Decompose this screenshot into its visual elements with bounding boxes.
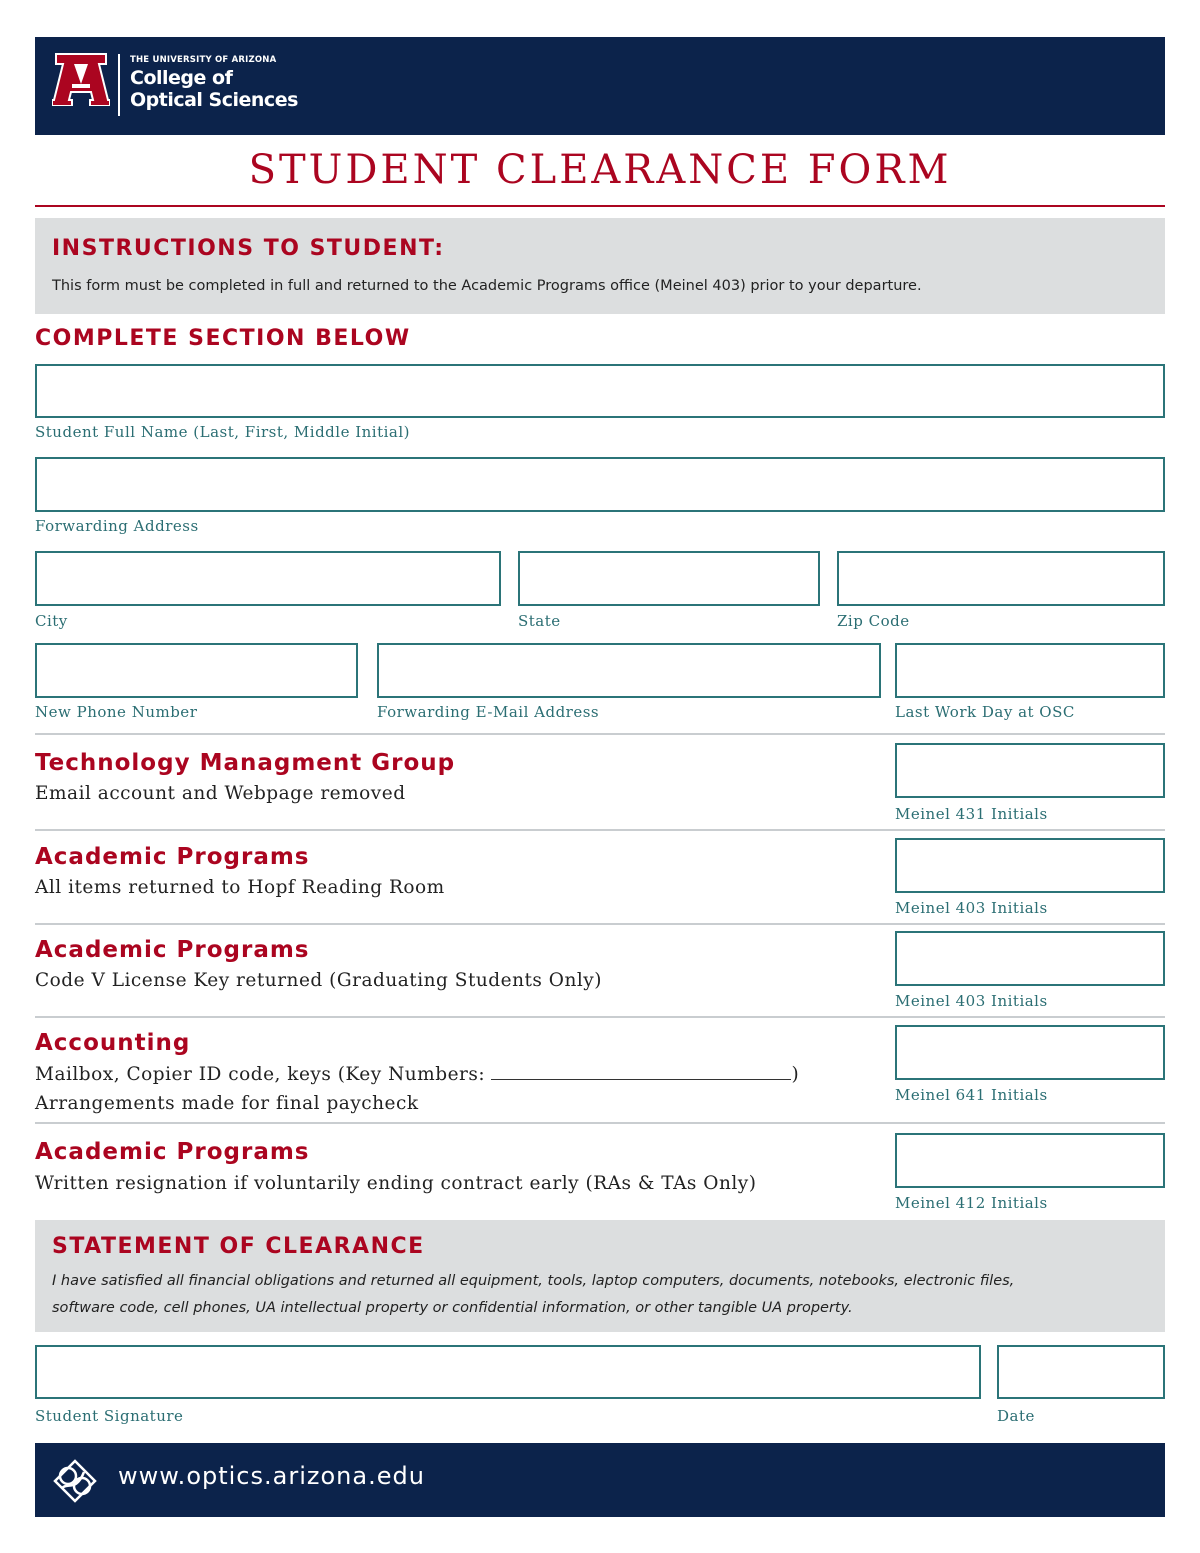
email-label: Forwarding E-Mail Address xyxy=(377,703,600,721)
group-desc-academic-2: Code V License Key returned (Graduating Students Only) xyxy=(35,970,602,991)
group-title-accounting: Accounting xyxy=(35,1030,191,1056)
group-desc-accounting xyxy=(35,1061,799,1089)
date-label: Date xyxy=(997,1407,1035,1425)
footer-url[interactable]: www.optics.arizona.edu xyxy=(118,1462,425,1490)
group-title-technology: Technology Managment Group xyxy=(35,750,456,776)
date-field[interactable] xyxy=(997,1345,1165,1399)
forwarding-address-label: Forwarding Address xyxy=(35,517,199,535)
optics-emblem-icon xyxy=(50,1458,100,1504)
last-work-day-label: Last Work Day at OSC xyxy=(895,703,1075,721)
state-field[interactable] xyxy=(518,551,820,606)
divider xyxy=(35,733,1165,735)
group-desc-academic-3: Written resignation if voluntarily ending contract early (RAs & TAs Only) xyxy=(35,1173,757,1194)
city-field[interactable] xyxy=(35,551,501,606)
divider xyxy=(35,1122,1165,1124)
initials-label-academic-3: Meinel 412 Initials xyxy=(895,1194,1048,1212)
section-heading: COMPLETE SECTION BELOW xyxy=(35,326,411,351)
initials-field-academic-2[interactable] xyxy=(895,931,1165,986)
initials-label-academic-1: Meinel 403 Initials xyxy=(895,899,1048,917)
accounting-keys-close: ) xyxy=(791,1064,800,1085)
college-name-line1: College of xyxy=(130,67,233,89)
statement-line-2: software code, cell phones, UA intellectual property or confidential information, or other tangible UA property. xyxy=(52,1300,853,1316)
city-label: City xyxy=(35,612,68,630)
college-name-line2: Optical Sciences xyxy=(130,89,298,111)
full-name-field[interactable] xyxy=(35,364,1165,418)
group-desc-academic-1: All items returned to Hopf Reading Room xyxy=(35,877,445,898)
initials-field-technology[interactable] xyxy=(895,743,1165,798)
group-title-academic-2: Academic Programs xyxy=(35,937,310,963)
instructions-heading: INSTRUCTIONS TO STUDENT: xyxy=(52,236,445,261)
statement-heading: STATEMENT OF CLEARANCE xyxy=(52,1234,425,1259)
last-work-day-field[interactable] xyxy=(895,643,1165,698)
divider xyxy=(35,829,1165,831)
instructions-box xyxy=(35,218,1165,314)
full-name-label: Student Full Name (Last, First, Middle Initial) xyxy=(35,423,411,441)
form-title: STUDENT CLEARANCE FORM xyxy=(248,147,952,193)
group-desc-technology: Email account and Webpage removed xyxy=(35,783,406,804)
initials-label-technology: Meinel 431 Initials xyxy=(895,805,1048,823)
divider xyxy=(35,923,1165,925)
group-title-academic-3: Academic Programs xyxy=(35,1139,310,1165)
college-name xyxy=(130,67,298,111)
group-desc-paycheck: Arrangements made for final paycheck xyxy=(35,1093,419,1114)
phone-label: New Phone Number xyxy=(35,703,198,721)
signature-field[interactable] xyxy=(35,1345,981,1399)
state-label: State xyxy=(518,612,561,630)
zip-code-label: Zip Code xyxy=(837,612,910,630)
zip-code-field[interactable] xyxy=(837,551,1165,606)
accounting-keys-text: Mailbox, Copier ID code, keys (Key Numbers: xyxy=(35,1064,486,1085)
instructions-text: This form must be completed in full and returned to the Academic Programs office (Meinel 403) prior to your departure. xyxy=(52,278,922,294)
statement-text xyxy=(52,1268,1014,1322)
key-numbers-blank[interactable] xyxy=(491,1061,791,1080)
university-logo-icon xyxy=(52,52,110,106)
statement-line-1: I have satisfied all financial obligations and returned all equipment, tools, laptop computers, documents, notebooks, electronic files, xyxy=(52,1273,1015,1289)
divider xyxy=(35,1016,1165,1018)
signature-label: Student Signature xyxy=(35,1407,184,1425)
group-title-academic-1: Academic Programs xyxy=(35,844,310,870)
forwarding-address-field[interactable] xyxy=(35,457,1165,512)
statement-box xyxy=(35,1220,1165,1332)
university-name: THE UNIVERSITY OF ARIZONA xyxy=(130,55,277,65)
phone-field[interactable] xyxy=(35,643,358,698)
initials-label-academic-2: Meinel 403 Initials xyxy=(895,992,1048,1010)
initials-field-academic-1[interactable] xyxy=(895,838,1165,893)
title-rule xyxy=(35,205,1165,207)
email-field[interactable] xyxy=(377,643,881,698)
initials-field-academic-3[interactable] xyxy=(895,1133,1165,1188)
initials-label-accounting: Meinel 641 Initials xyxy=(895,1086,1048,1104)
logo-divider xyxy=(118,54,120,116)
initials-field-accounting[interactable] xyxy=(895,1025,1165,1080)
